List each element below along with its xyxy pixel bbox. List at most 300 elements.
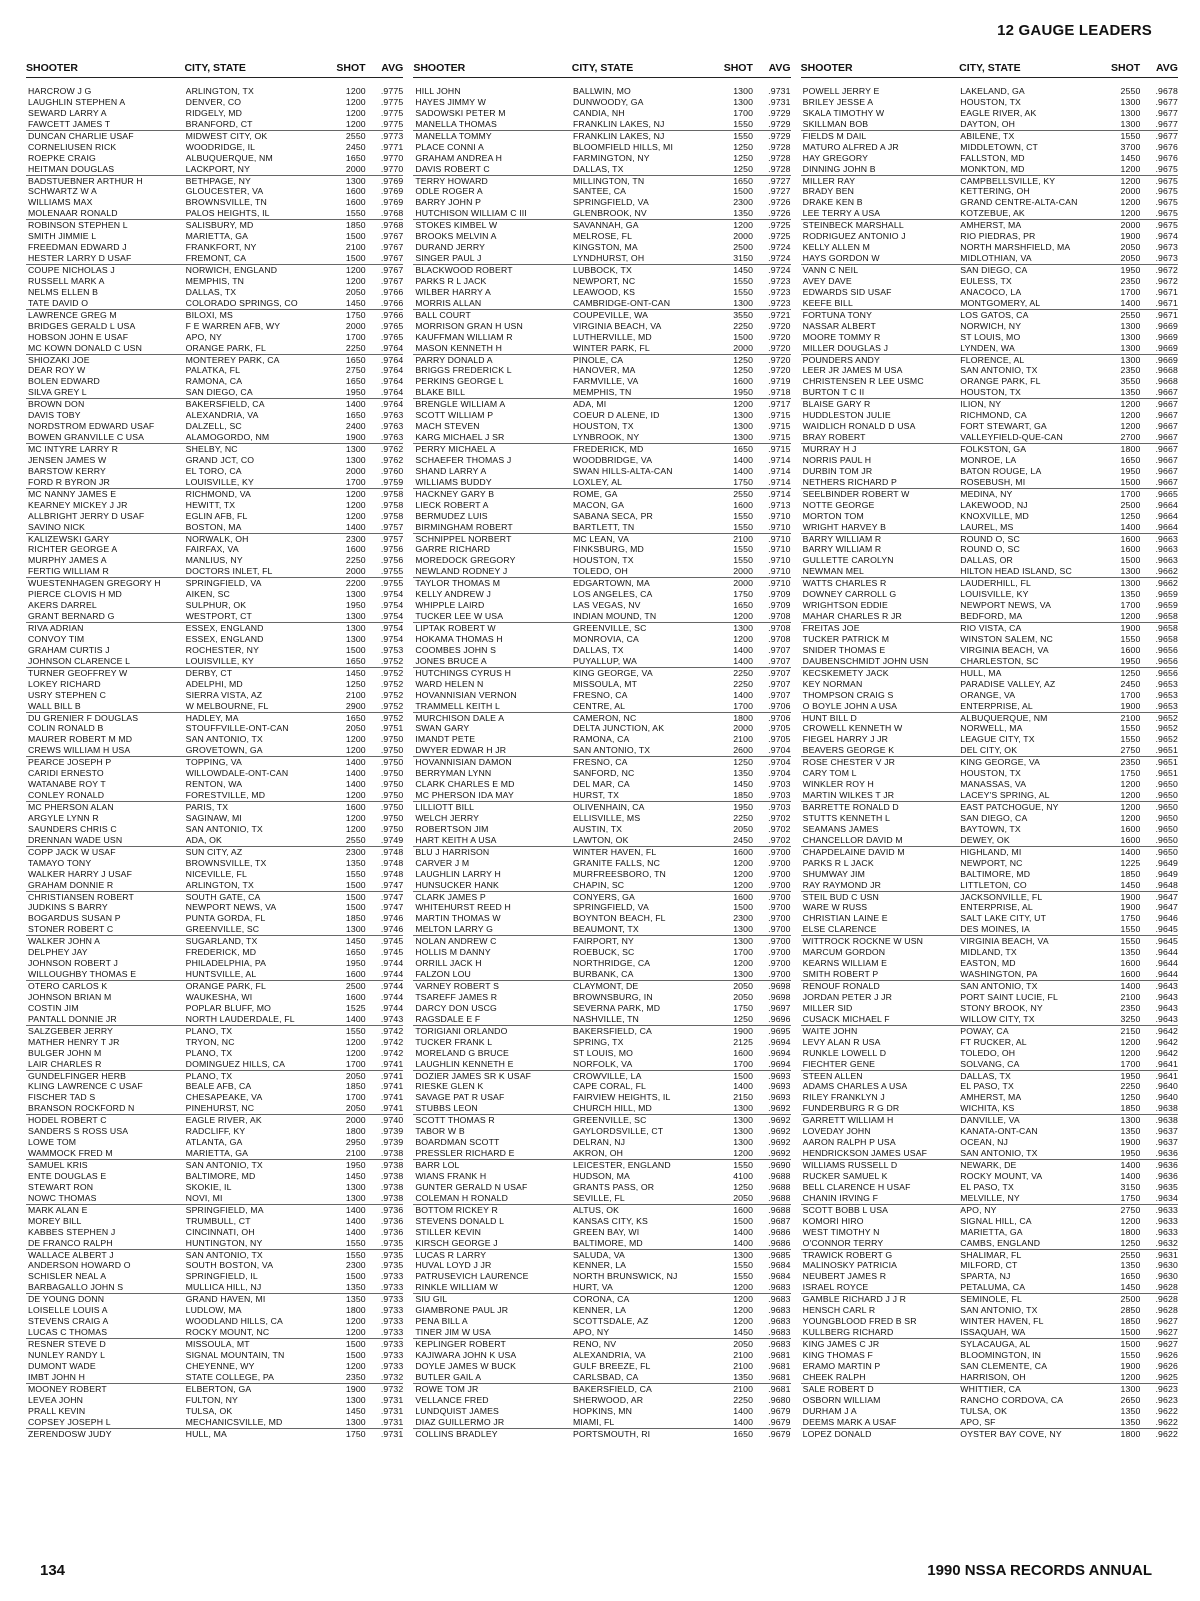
table-row: [26, 1059, 403, 1071]
average: .9746: [380, 913, 404, 924]
shot-count: 2100: [733, 533, 754, 544]
average: .9770: [380, 163, 404, 174]
shot-count: 1200: [1120, 163, 1141, 174]
shot-count: 1900: [1120, 1360, 1141, 1371]
city-state: ABILENE, TX: [960, 130, 1015, 141]
shot-count: 1200: [345, 1360, 366, 1371]
shooter-name: KALIZEWSKI GARY: [28, 533, 110, 544]
average: .9744: [380, 958, 404, 969]
average: .9638: [1155, 1115, 1178, 1126]
city-state: DAYTON, OH: [960, 118, 1016, 129]
table-row: [413, 1126, 790, 1137]
city-state: CANDIA, NH: [572, 107, 625, 118]
city-state: WASHINGTON, PA: [960, 969, 1038, 980]
shooter-name: MARTIN THOMAS W: [415, 913, 501, 924]
shooter-name: NORDSTROM EDWARD USAF: [28, 421, 155, 432]
average: .9656: [1155, 644, 1178, 655]
table-row: [413, 164, 790, 176]
city-state: SAN ANTONIO, TX: [185, 1160, 263, 1170]
city-state: FARMVILLE, VA: [572, 376, 639, 387]
table-row: [413, 220, 790, 231]
average: .9714: [768, 476, 791, 487]
shooter-name: WALL BILL B: [28, 700, 81, 711]
table-row: [801, 802, 1178, 813]
table-row: [801, 466, 1178, 477]
shooter-name: HUVAL LOYD J JR: [415, 1260, 492, 1271]
page-header: 12 GAUGE LEADERS: [997, 22, 1152, 39]
table-row: [801, 668, 1178, 679]
average: .9658: [1155, 611, 1178, 622]
shot-count: 1700: [345, 476, 366, 487]
average: .9741: [380, 1070, 404, 1081]
shooter-name: HUNSUCKER HANK: [415, 879, 500, 890]
average: .9745: [380, 936, 404, 947]
shot-count: 1300: [1120, 96, 1141, 107]
shot-count: 1650: [345, 655, 366, 666]
city-state: SHELBY, NC: [185, 444, 238, 454]
table-row: [413, 880, 790, 892]
shot-count: 1300: [1120, 1383, 1141, 1394]
average: .9732: [380, 1383, 404, 1394]
city-state: MELVILLE, NY: [960, 1192, 1020, 1203]
average: .9706: [768, 712, 791, 723]
average: .9641: [1155, 1058, 1178, 1069]
table-row: [413, 298, 790, 310]
average: .9700: [768, 969, 791, 980]
city-state: SAVANNAH, GA: [572, 220, 639, 231]
average: .9658: [1155, 623, 1178, 633]
city-state: EDGARTOWN, MA: [572, 578, 650, 589]
shooter-name: COSTIN JIM: [28, 1002, 79, 1013]
shot-count: 1200: [345, 510, 366, 521]
shot-count: 2350: [1120, 757, 1141, 768]
average: .9623: [1155, 1383, 1178, 1394]
shot-count: 2450: [345, 141, 366, 152]
city-state: CORONA, CA: [572, 1294, 630, 1305]
shot-count: 1500: [345, 253, 366, 264]
city-state: SUGARLAND, TX: [185, 936, 258, 947]
shot-count: 1600: [345, 802, 366, 812]
shot-count: 1400: [733, 1405, 754, 1416]
table-row: [26, 544, 403, 555]
shot-count: 1900: [345, 1383, 366, 1394]
city-state: GROVETOWN, GA: [185, 745, 263, 756]
shooter-name: ZERENDOSW JUDY: [28, 1428, 112, 1439]
average: .9750: [380, 745, 404, 756]
city-state: NORFOLK, VA: [572, 1058, 633, 1069]
shot-count: 2000: [345, 465, 366, 476]
city-state: SYLACAUGA, AL: [960, 1339, 1031, 1349]
shot-count: 2700: [1120, 432, 1141, 443]
city-state: LOUISVILLE, KY: [185, 655, 254, 666]
city-state: SULPHUR, OK: [185, 600, 247, 611]
table-row: [413, 522, 790, 534]
shooter-name: BARR LOL: [415, 1160, 460, 1170]
city-state: BARTLETT, TN: [572, 521, 635, 532]
shooter-name: MOORE TOMMY R: [802, 331, 881, 342]
table-row: [801, 522, 1178, 534]
column-3: [801, 50, 1178, 1540]
table-row: [413, 1238, 790, 1250]
table-row: [26, 1384, 403, 1395]
average: .9767: [380, 242, 404, 253]
shooter-name: NOWC THOMAS: [28, 1192, 97, 1203]
shooter-name: CARVER J M: [415, 857, 470, 868]
shot-count: 1300: [733, 924, 754, 935]
shooter-name: MILLER RAY: [802, 175, 856, 186]
city-state: MARIETTA, GA: [185, 1148, 249, 1159]
table-row: [26, 1395, 403, 1406]
shooter-name: WUESTENHAGEN GREGORY H: [28, 578, 161, 589]
shot-count: 1600: [733, 376, 754, 387]
average: .9752: [380, 655, 404, 666]
table-row: [801, 1339, 1178, 1350]
city-state: STOUFFVILLE-ONT-CAN: [185, 723, 289, 734]
average: .9733: [380, 1271, 404, 1282]
city-state: FRANKLIN LAKES, NJ: [572, 118, 665, 129]
table-row: [801, 332, 1178, 343]
average: .9662: [1155, 578, 1178, 589]
shooter-name: WATANABE ROY T: [28, 779, 106, 790]
average: .9733: [380, 1282, 404, 1293]
shot-count: 1300: [345, 1181, 366, 1192]
shooter-name: BLAKE BILL: [415, 387, 466, 398]
city-state: GAYLORDSVILLE, CT: [572, 1126, 664, 1137]
city-state: TRUMBULL, CT: [185, 1215, 251, 1226]
shot-count: 1400: [345, 399, 366, 410]
city-state: BROWNSVILLE, TN: [185, 197, 267, 208]
shooter-name: COPSEY JOSEPH L: [28, 1416, 111, 1427]
average: .9759: [380, 476, 404, 487]
average: .9677: [1155, 130, 1178, 141]
city-state: PINEHURST, NC: [185, 1103, 255, 1114]
city-state: KINGSTON, MA: [572, 242, 638, 253]
average: .9769: [380, 175, 404, 186]
table-row: [413, 310, 790, 321]
table-row: [801, 634, 1178, 645]
shot-count: 1200: [345, 118, 366, 129]
shooter-name: ROBINSON STEPHEN L: [28, 220, 128, 231]
table-row: [413, 1372, 790, 1384]
average: .9733: [380, 1316, 404, 1327]
shot-count: 1500: [345, 644, 366, 655]
table-row: [801, 1238, 1178, 1250]
table-row: [801, 679, 1178, 690]
shooter-name: MOREY BILL: [28, 1215, 82, 1226]
city-state: MONROVIA, CA: [572, 633, 639, 644]
table-row: [801, 544, 1178, 555]
shooter-name: RIVA ADRIAN: [28, 623, 84, 633]
shooter-name: WRIGHTSON EDDIE: [802, 600, 888, 611]
average: .9683: [768, 1327, 791, 1338]
table-row: [26, 253, 403, 265]
shot-count: 1450: [733, 779, 754, 790]
average: .9692: [768, 1115, 791, 1126]
table-row: [413, 142, 790, 153]
shooter-name: GRAHAM ANDREA H: [415, 152, 503, 163]
city-state: SAN DIEGO, CA: [185, 387, 253, 398]
average: .9633: [1155, 1204, 1178, 1215]
shooter-name: SEELBINDER ROBERT W: [802, 488, 910, 499]
average: .9675: [1155, 175, 1178, 186]
shot-count: 1250: [1120, 1237, 1141, 1248]
average: .9744: [380, 969, 404, 980]
average: .9723: [768, 297, 791, 308]
average: .9710: [768, 533, 791, 544]
average: .9762: [380, 444, 404, 454]
city-state: MONTGOMERY, AL: [960, 297, 1041, 308]
table-row: [413, 1160, 790, 1171]
table-row: [26, 522, 403, 534]
table-row: [801, 1327, 1178, 1339]
city-state: NORWALK, OH: [185, 533, 249, 544]
table-row: [801, 1059, 1178, 1071]
average: .9694: [768, 1058, 791, 1069]
table-row: [26, 992, 403, 1003]
shot-count: 2900: [345, 700, 366, 711]
shot-count: 1200: [345, 790, 366, 801]
city-state: SOUTH GATE, CA: [185, 891, 261, 902]
city-state: NEWARK, DE: [960, 1160, 1017, 1170]
table-row: [26, 1227, 403, 1238]
city-state: FRANKFORT, NY: [185, 242, 257, 253]
shooter-name: WALLACE ALBERT J: [28, 1249, 114, 1260]
table-row: [801, 1429, 1178, 1440]
table-row: [413, 376, 790, 387]
average: .9710: [768, 521, 791, 532]
table-row: [801, 1395, 1178, 1406]
average: .9647: [1155, 902, 1178, 913]
shooter-name: VARNEY ROBERT S: [415, 981, 500, 991]
average: .9757: [380, 521, 404, 532]
shot-count: 1500: [733, 1070, 754, 1081]
table-row: [801, 1092, 1178, 1103]
city-state: SIGNAL MOUNTAIN, TN: [185, 1349, 285, 1360]
table-row: [26, 287, 403, 298]
shooter-name: ORRILL JACK H: [415, 958, 482, 969]
shot-count: 2250: [1120, 1081, 1141, 1092]
shooter-name: GARRE RICHARD: [415, 544, 491, 555]
average: .9728: [768, 163, 791, 174]
shooter-name: HACKNEY GARY B: [415, 488, 495, 499]
city-state: CINCINNATI, OH: [185, 1226, 255, 1237]
city-state: CAMBRIDGE-ONT-CAN: [572, 297, 671, 308]
average: .9745: [380, 947, 404, 958]
city-state: RANCHO CORDOVA, CA: [960, 1394, 1064, 1405]
city-state: ROME, GA: [572, 488, 618, 499]
average: .9669: [1155, 320, 1178, 331]
table-row: [801, 1193, 1178, 1205]
city-state: EGLIN AFB, FL: [185, 510, 248, 521]
shooter-name: LOVEDAY JOHN: [802, 1126, 871, 1137]
shooter-name: VELLANCE FRED: [415, 1394, 489, 1405]
table-row: [413, 924, 790, 936]
table-row: [26, 858, 403, 869]
table-row: [413, 723, 790, 734]
city-state: FINKSBURG, MD: [572, 544, 644, 555]
shooter-name: VANN C NEIL: [802, 265, 859, 275]
city-state: LOUISVILLE, KY: [185, 476, 254, 487]
table-row: [801, 1271, 1178, 1282]
city-state: KANATA-ONT-CAN: [960, 1126, 1038, 1137]
shooter-name: ANDERSON HOWARD O: [28, 1260, 131, 1271]
table-row: [413, 1227, 790, 1238]
average: .9650: [1155, 823, 1178, 834]
shooter-name: DOZIER JAMES SR K USAF: [415, 1070, 532, 1081]
city-state: RICHMOND, VA: [185, 488, 251, 499]
table-row: [26, 1148, 403, 1160]
city-state: GREENVILLE, SC: [572, 1115, 647, 1126]
shot-count: 2050: [733, 1192, 754, 1203]
shooter-name: RUSSELL MARK A: [28, 275, 105, 286]
average: .9683: [768, 1339, 791, 1349]
shooter-name: HENSCH CARL R: [802, 1305, 876, 1316]
average: .9741: [380, 1092, 404, 1103]
shooter-name: HUTCHISON WILLIAM C III: [415, 208, 527, 219]
table-row: [413, 321, 790, 332]
average: .9668: [1155, 376, 1178, 387]
city-state: DALLAS, OR: [960, 555, 1013, 566]
shot-count: 1400: [733, 1226, 754, 1237]
shooter-name: MC INTYRE LARRY R: [28, 444, 119, 454]
table-row: [413, 1003, 790, 1014]
city-state: WINTER HAVEN, FL: [960, 1316, 1044, 1327]
table-row: [801, 1350, 1178, 1361]
city-state: DALLAS, TX: [572, 163, 624, 174]
shooter-name: JOHNSON BRIAN M: [28, 991, 112, 1002]
city-state: MELROSE, FL: [572, 231, 633, 242]
table-row: [26, 835, 403, 847]
table-row: [26, 1182, 403, 1193]
shooter-name: COLIN RONALD B: [28, 723, 104, 734]
average: .9707: [768, 644, 791, 655]
shot-count: 2350: [1120, 275, 1141, 286]
city-state: RIDGELY, MD: [185, 107, 243, 118]
average: .9650: [1155, 790, 1178, 801]
table-row: [26, 142, 403, 153]
shot-count: 1650: [733, 175, 754, 186]
average: .9725: [768, 220, 791, 231]
city-state: MANASSAS, VA: [960, 779, 1027, 790]
shot-count: 1900: [1120, 231, 1141, 242]
table-row: [801, 1294, 1178, 1305]
shot-count: 1500: [733, 902, 754, 913]
table-row: [801, 1014, 1178, 1026]
average: .9678: [1155, 86, 1178, 96]
column-1: [26, 50, 403, 1540]
shooter-name: JOHNSON CLARENCE L: [28, 655, 131, 666]
shooter-name: ODLE ROGER A: [415, 186, 483, 197]
shooter-name: DUNCAN CHARLIE USAF: [28, 130, 134, 141]
average: .9625: [1155, 1371, 1178, 1382]
shooter-name: TABOR W B: [415, 1126, 465, 1137]
shot-count: 1200: [1120, 812, 1141, 823]
shooter-name: LOISELLE LOUIS A: [28, 1305, 108, 1316]
city-state: WHITTIER, CA: [960, 1383, 1021, 1394]
shooter-name: O BOYLE JOHN A USA: [802, 700, 898, 711]
city-state: ESSEX, ENGLAND: [185, 633, 264, 644]
city-state: ST LOUIS, MO: [960, 331, 1021, 342]
city-state: GRANTS PASS, OR: [572, 1181, 655, 1192]
shot-count: 2250: [733, 678, 754, 689]
shooter-name: MORRISON GRAN H USN: [415, 320, 523, 331]
shooter-name: KING THOMAS F: [802, 1349, 873, 1360]
shot-count: 1250: [1120, 667, 1141, 678]
table-row: [413, 1216, 790, 1227]
table-row: [801, 1384, 1178, 1395]
shot-count: 1200: [733, 879, 754, 890]
city-state: HIGHLAND, MI: [960, 846, 1022, 857]
shooter-name: STEWART RON: [28, 1181, 94, 1192]
city-state: ALEXANDRIA, VA: [572, 1349, 646, 1360]
table-row: [801, 768, 1178, 779]
average: .9750: [380, 757, 404, 768]
shooter-name: SCOTT THOMAS R: [415, 1115, 495, 1126]
shooter-name: PRESSLER RICHARD E: [415, 1148, 515, 1159]
table-row: [801, 387, 1178, 399]
city-state: LOXLEY, AL: [572, 476, 623, 487]
city-state: VIRGINIA BEACH, VA: [960, 936, 1049, 947]
shot-count: 1200: [733, 1305, 754, 1316]
shooter-name: HAY GREGORY: [802, 152, 869, 163]
table-row: [26, 745, 403, 757]
average: .9703: [768, 779, 791, 790]
city-state: HARRISON, OH: [960, 1371, 1026, 1382]
average: .9735: [380, 1249, 404, 1260]
table-row: [413, 1271, 790, 1282]
table-row: [413, 1406, 790, 1417]
table-row: [413, 623, 790, 634]
shot-count: 1350: [1120, 1405, 1141, 1416]
table-row: [801, 176, 1178, 187]
shot-count: 1950: [733, 387, 754, 398]
city-state: SCOTTSDALE, AZ: [572, 1316, 649, 1327]
table-row: [413, 555, 790, 566]
table-row: [413, 969, 790, 981]
shooter-name: BRIGGS FREDERICK L: [415, 365, 512, 376]
table-row: [801, 355, 1178, 366]
average: .9683: [768, 1305, 791, 1316]
city-state: LEAGUE CITY, TX: [960, 734, 1035, 745]
shooter-name: TERRY HOWARD: [415, 175, 488, 186]
city-state: SPRINGFIELD, IL: [185, 1271, 258, 1282]
shot-count: 1400: [345, 779, 366, 790]
shooter-name: DWYER EDWAR H JR: [415, 745, 507, 756]
header-avg: AVG: [1155, 62, 1178, 74]
city-state: LOS ANGELES, CA: [572, 589, 653, 600]
shot-count: 1300: [733, 86, 754, 96]
table-row: [801, 1227, 1178, 1238]
table-row: [26, 399, 403, 410]
shot-count: 1750: [1120, 1192, 1141, 1203]
shot-count: 1600: [345, 544, 366, 555]
table-row: [801, 835, 1178, 847]
shot-count: 2750: [1120, 745, 1141, 756]
shooter-name: KABBES STEPHEN J: [28, 1226, 116, 1237]
shooter-name: SCHWARTZ W A: [28, 186, 97, 197]
shooter-name: POWELL JERRY E: [802, 86, 880, 96]
table-row: [413, 679, 790, 690]
shot-count: 1800: [1120, 1428, 1141, 1439]
table-row: [26, 1316, 403, 1327]
shot-count: 1600: [733, 499, 754, 510]
table-row: [801, 600, 1178, 611]
shot-count: 1300: [1120, 354, 1141, 365]
city-state: WILLOWDALE-ONT-CAN: [185, 768, 289, 779]
table-row: [413, 634, 790, 645]
shot-count: 1450: [345, 297, 366, 308]
shooter-name: TINER JIM W USA: [415, 1327, 491, 1338]
